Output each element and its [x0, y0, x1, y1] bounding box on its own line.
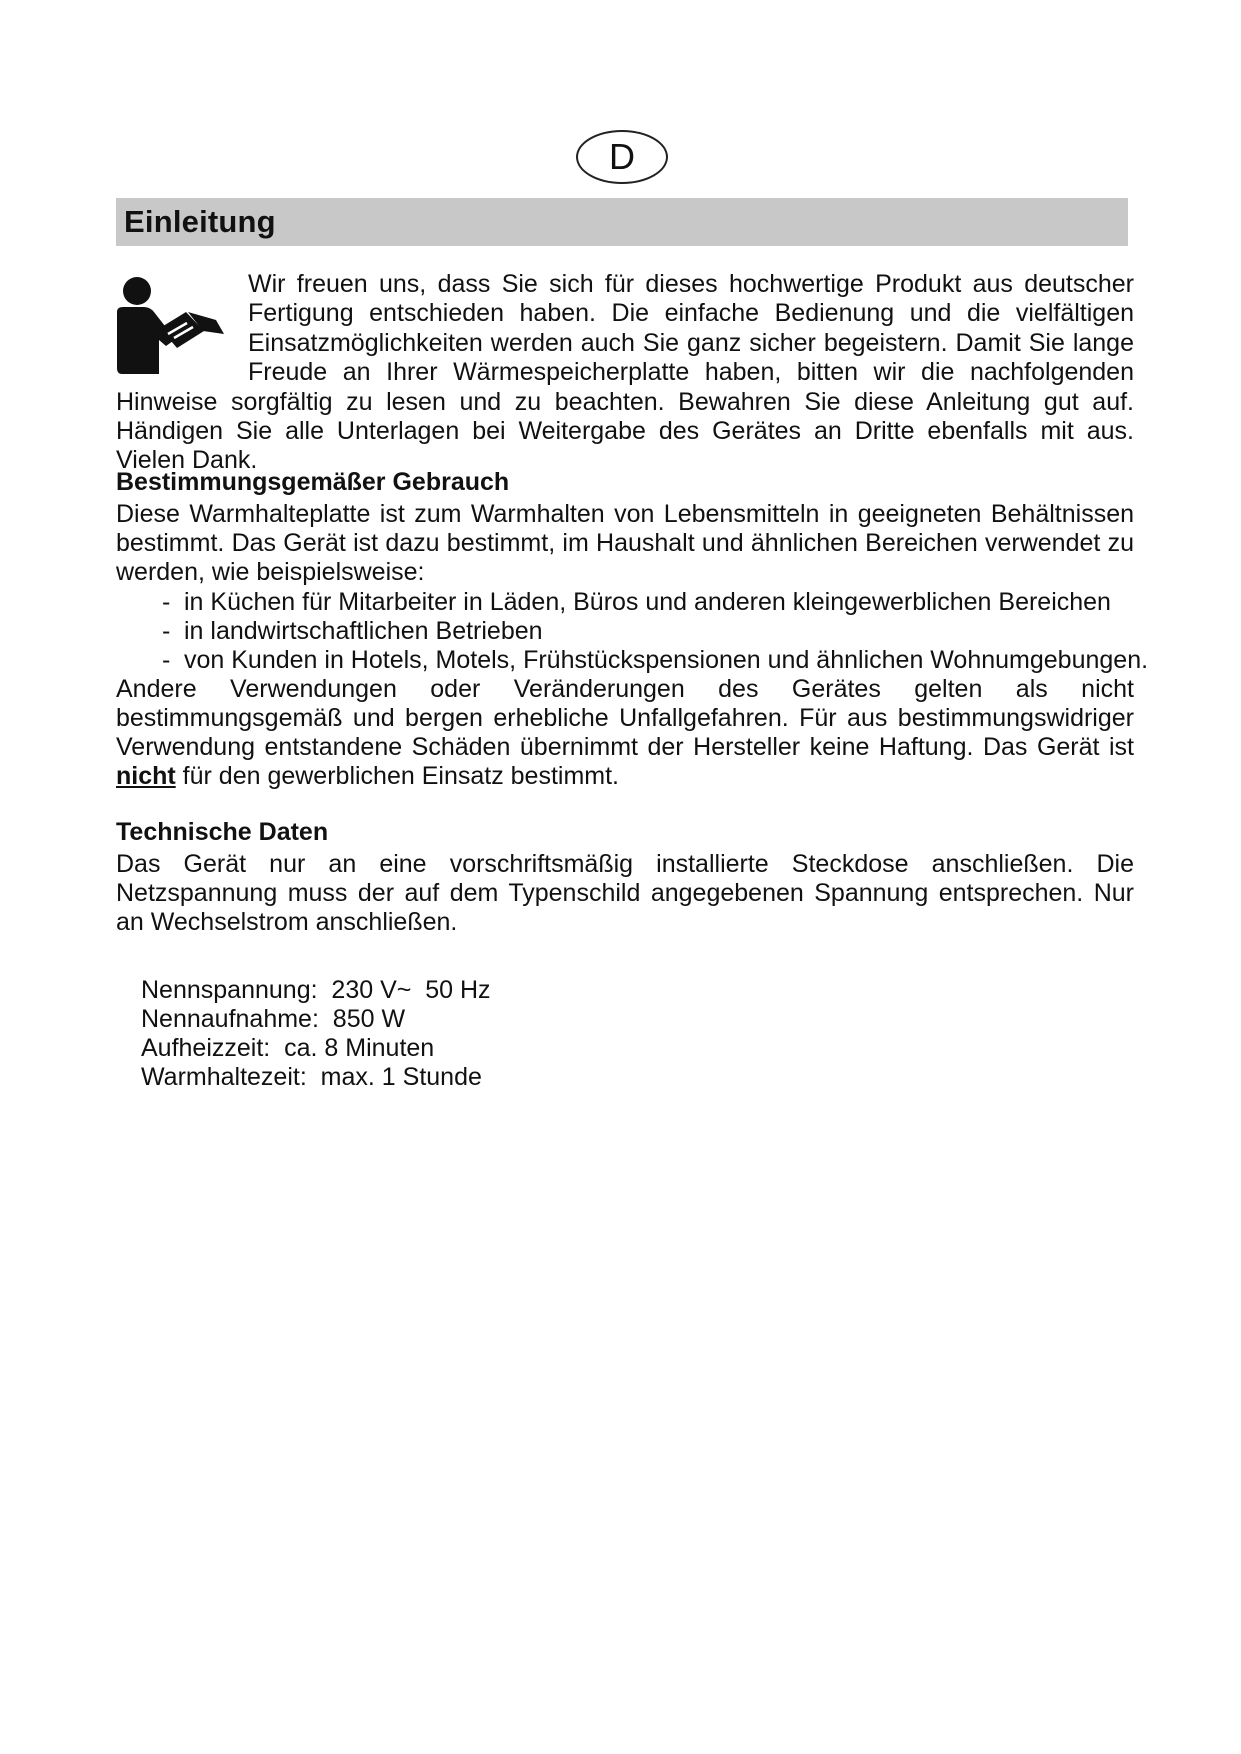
list-item: - in landwirtschaftlichen Betrieben — [162, 617, 1148, 646]
intro-text: Wir freuen uns, dass Sie sich für dieses hochwertige Produkt aus deutscher Fertigung entschieden haben. Die einfache Bedienung und die vielfältigen Einsatzmöglichkeiten werden auch Sie ganz sicher begeistern. Damit Sie lange Freude an Ihrer Wärmespeicherplatte haben, bitten wir die nachfolgenden Hinweise sorgfältig zu lesen und zu beachten. Bewahren Sie diese Anleitung gut auf. Händigen Sie alle Unterlagen bei Weitergabe des Gerätes an Dritte ebenfalls mit aus. Vielen Dank. — [116, 270, 1134, 475]
usage-heading: Bestimmungsgemäßer Gebrauch — [116, 468, 510, 496]
spec-list — [141, 976, 491, 1092]
usage-list — [162, 588, 1148, 675]
spec-heatup: Aufheizzeit: ca. 8 Minuten — [141, 1034, 435, 1062]
usage-closing: Andere Verwendungen oder Veränderungen des Gerätes gelten als nicht bestimmungsgemäß und bergen erhebliche Unfallgefahren. Für aus bestimmungswidriger Verwendung entstandene Schäden übernimmt der Hersteller keine Haftung. Das Gerät ist nicht für den gewerblichen Einsatz bestimmt. — [116, 675, 1134, 790]
spec-power: Nennaufnahme: 850 W — [141, 1005, 406, 1033]
list-item: - in Küchen für Mitarbeiter in Läden, Büros und anderen kleingewerblichen Bereichen — [162, 588, 1148, 617]
spec-keepwarm: Warmhaltezeit: max. 1 Stunde — [141, 1063, 482, 1091]
emphasis-nicht: nicht — [116, 762, 176, 790]
language-badge: D — [576, 130, 668, 184]
intro-paragraph — [116, 270, 1134, 476]
spec-voltage: Nennspannung: 230 V~ 50 Hz — [141, 976, 491, 1004]
tech-heading: Technische Daten — [116, 818, 329, 846]
section-title: Einleitung — [124, 204, 276, 239]
tech-text: Das Gerät nur an eine vorschriftsmäßig installierte Steckdose anschließen. Die Netzspannung muss der auf dem Typenschild angegebenen Spannung entsprechen. Nur an Wechselstrom anschließen. — [116, 850, 1134, 936]
section-header-bar — [116, 198, 1128, 246]
list-item: - von Kunden in Hotels, Motels, Frühstückspensionen und ähnlichen Wohnumgebungen. — [162, 646, 1148, 675]
usage-text: Diese Warmhalteplatte ist zum Warmhalten von Lebensmitteln in geeigneten Behältnissen bestimmt. Das Gerät ist dazu bestimmt, im Haushalt und ähnlichen Bereichen verwendet zu werden, wie beispielsweise: — [116, 500, 1134, 586]
